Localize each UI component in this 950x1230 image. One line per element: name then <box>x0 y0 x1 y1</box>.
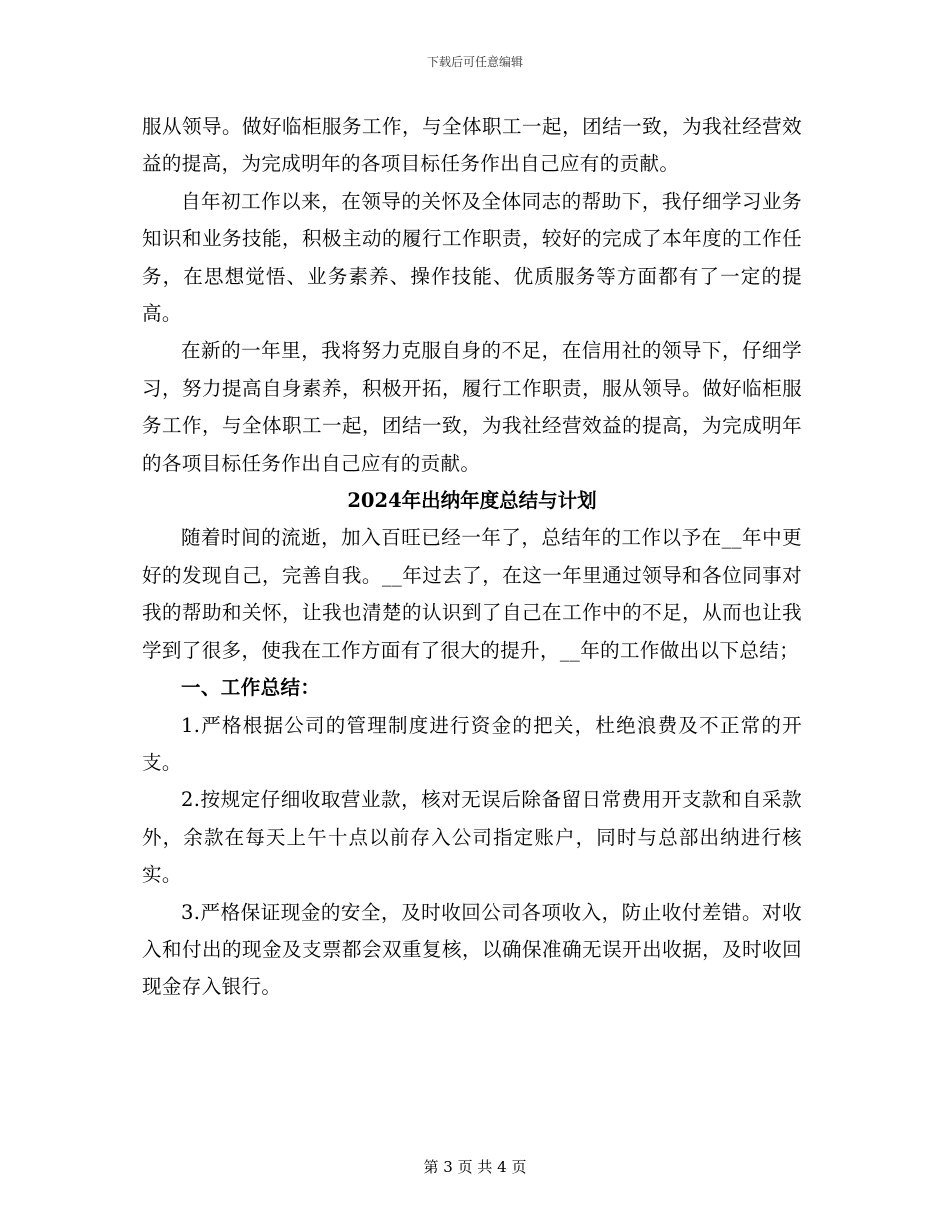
page-header: 下载后可任意编辑 <box>426 55 523 69</box>
page-number: 第 3 页 共 4 页 <box>423 1158 527 1176</box>
paragraph-2: 自年初工作以来，在领导的关怀及全体同志的帮助下，我仔细学习业务知识和业务技能，积极主动的履行工作职责，较好的完成了本年度的工作任务，在思想觉悟、业务素养、操作技能、优质服务等方面都有了一定的提高。 <box>142 189 802 326</box>
section-heading-work-summary: 一、工作总结： <box>181 676 321 700</box>
section-title: 2024年出纳年度总结与计划 <box>347 489 597 513</box>
list-item-1: 1.严格根据公司的管理制度进行资金的把关，杜绝浪费及不正常的开支。 <box>142 713 802 774</box>
paragraph-4: 随着时间的流逝，加入百旺已经一年了，总结年的工作以予在__年中更好的发现自己，完善自我。__年过去了，在这一年里通过领导和各位同事对我的帮助和关怀，让我也清楚的认识到了自己在工作中的不足，从而也让我学到了很多，使我在工作方面有了很大的提升，__年的工作做出以下总结； <box>142 526 802 662</box>
list-item-2: 2.按规定仔细收取营业款，核对无误后除备留日常费用开支款和自采款外，余款在每天上午十点以前存入公司指定账户，同时与总部出纳进行核实。 <box>142 788 802 887</box>
paragraph-1: 服从领导。做好临柜服务工作，与全体职工一起，团结一致，为我社经营效益的提高，为完成明年的各项目标任务作出自己应有的贡献。 <box>142 115 802 176</box>
list-item-3: 3.严格保证现金的安全，及时收回公司各项收入，防止收付差错。对收入和付出的现金及支票都会双重复核，以确保准确无误开出收据，及时收回现金存入银行。 <box>142 900 802 999</box>
paragraph-3: 在新的一年里，我将努力克服自身的不足，在信用社的领导下，仔细学习，努力提高自身素养，积极开拓，履行工作职责，服从领导。做好临柜服务工作，与全体职工一起，团结一致，为我社经营效益的提高，为完成明年的各项目标任务作出自己应有的贡献。 <box>142 339 802 475</box>
document-body <box>142 108 802 1006</box>
